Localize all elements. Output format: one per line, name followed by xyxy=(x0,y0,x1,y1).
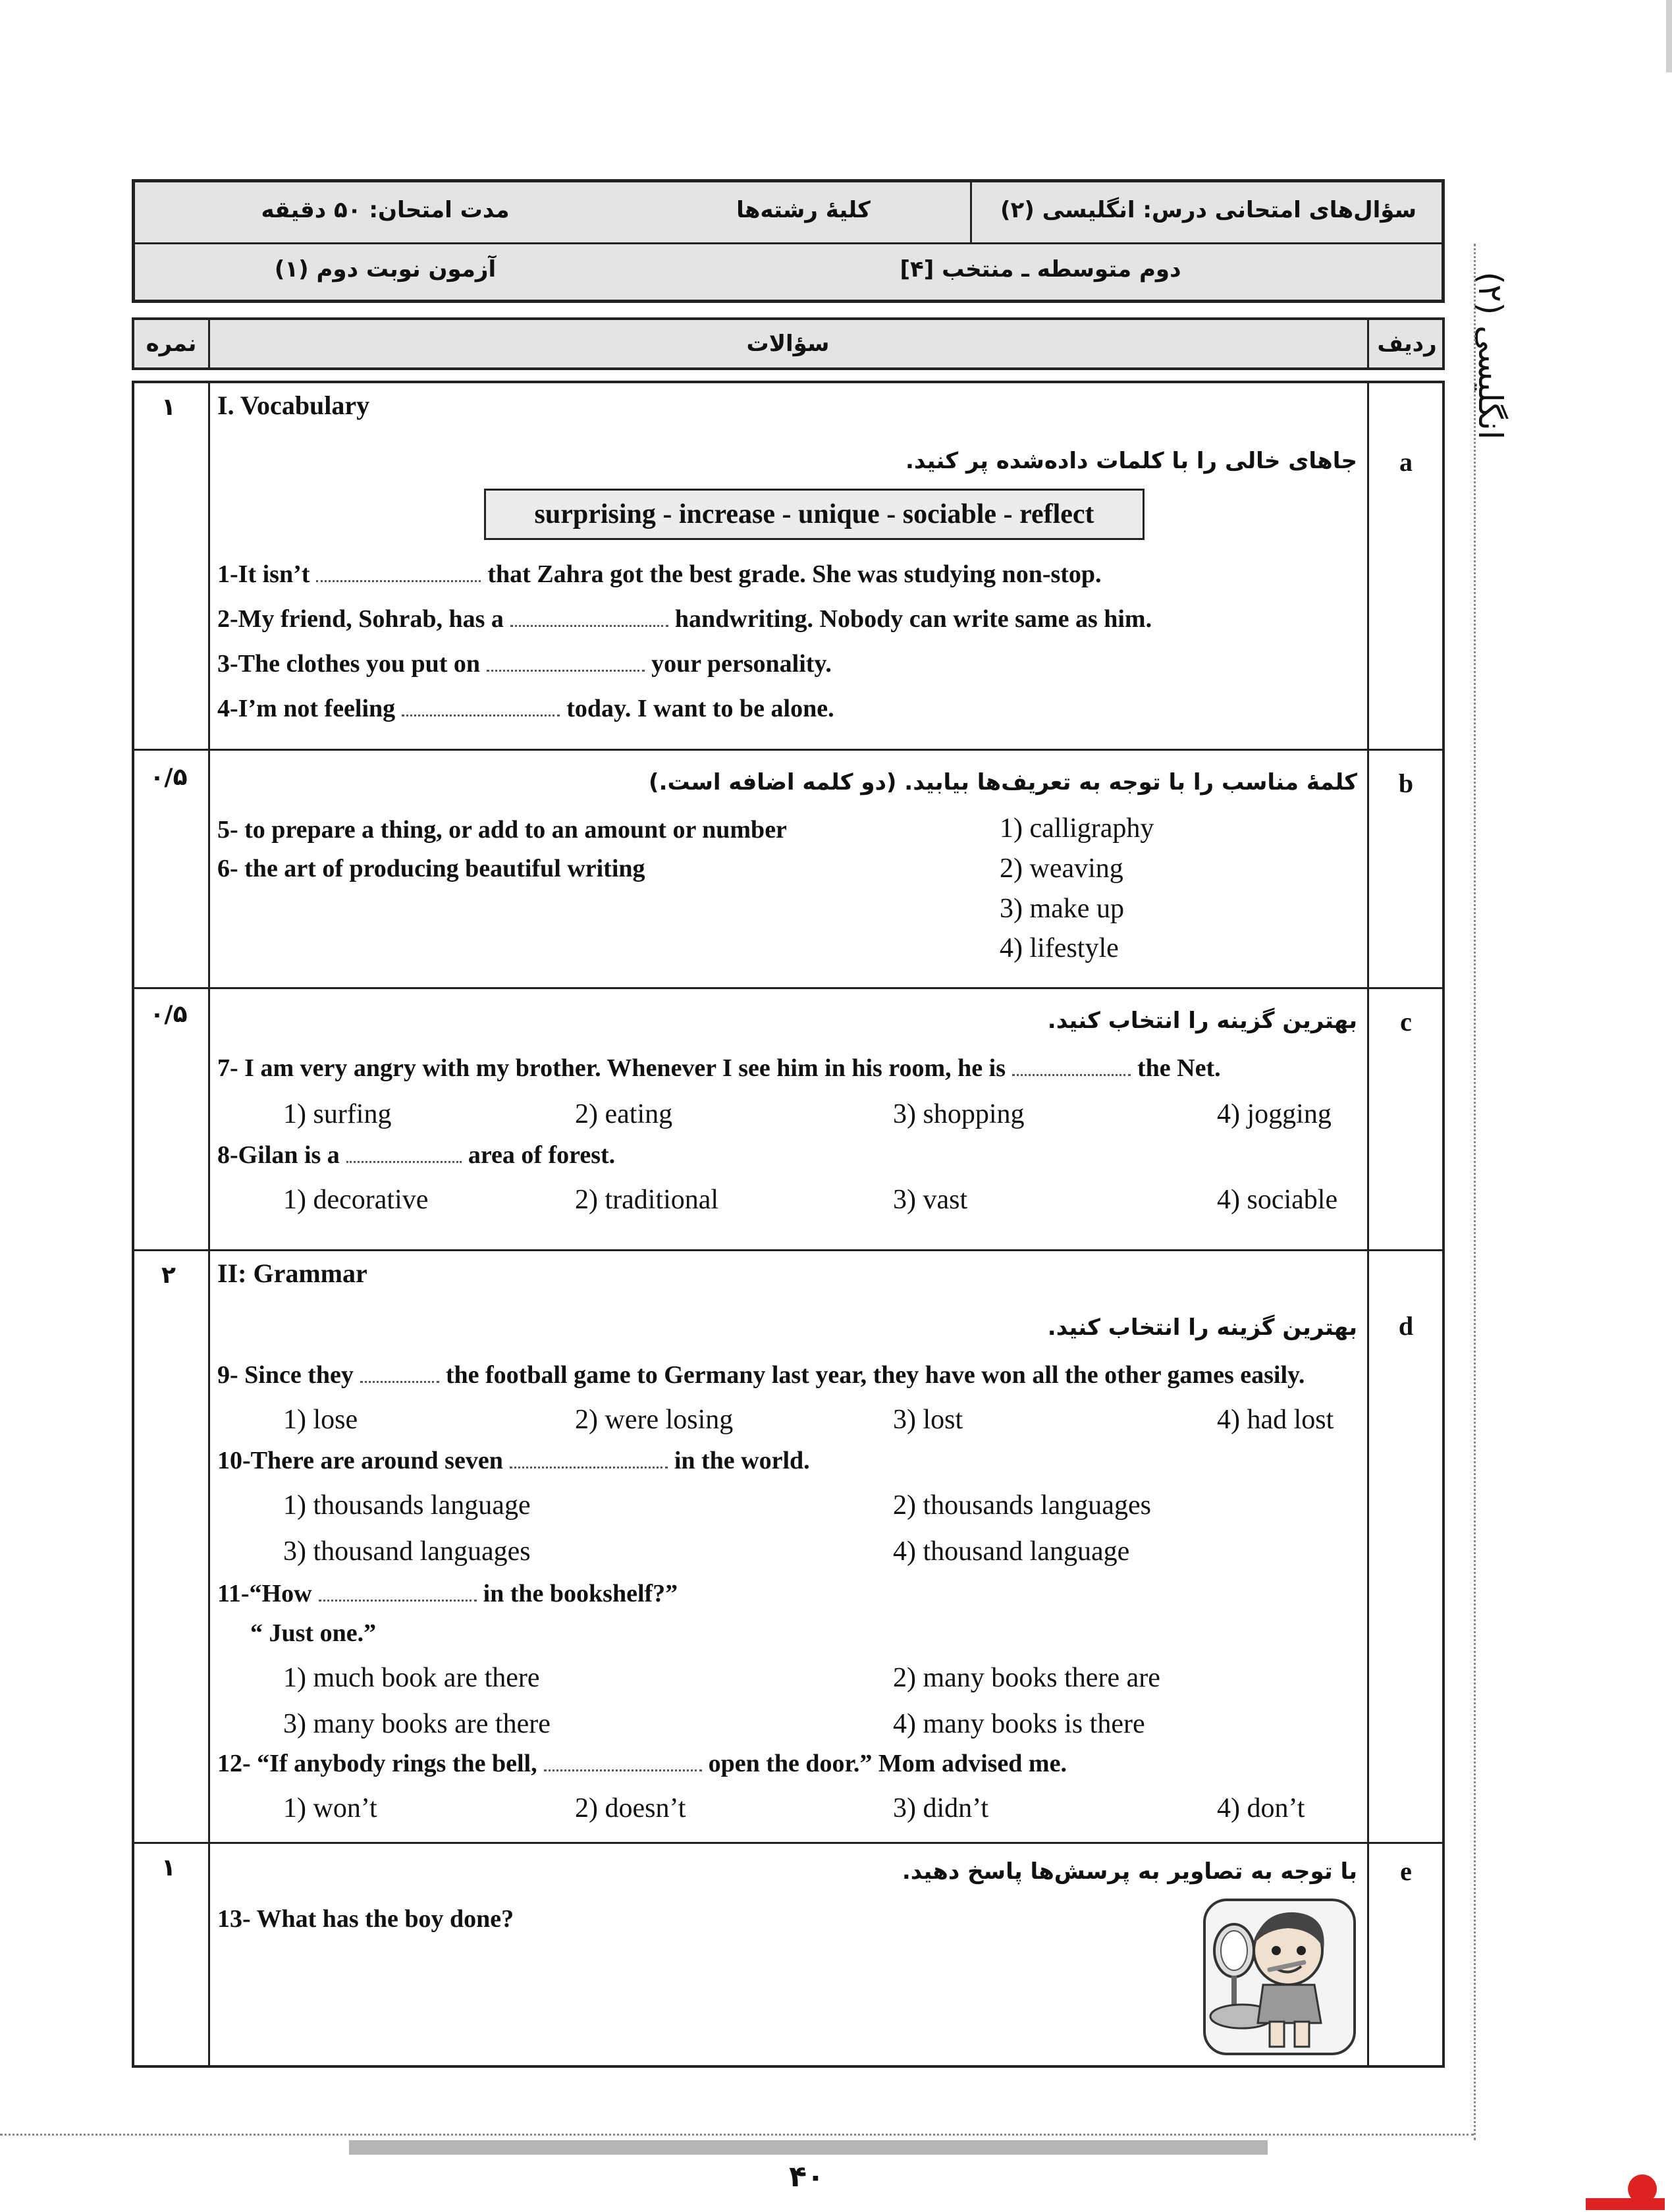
row-divider xyxy=(134,1842,1442,1844)
header-divider xyxy=(970,182,972,242)
question-5: 5- to prepare a thing, or add to an amount or number xyxy=(217,816,787,844)
course-title: سؤال‌های امتحانی درس: انگلیسی (۲) xyxy=(1000,197,1417,223)
page-number: ۴۰ xyxy=(789,2160,824,2194)
option[interactable]: 2) eating xyxy=(575,1099,673,1129)
boy-brushing-teeth-illustration xyxy=(1202,1898,1357,2056)
duration-label: مدت امتحان: ۵۰ دقیقه xyxy=(261,197,510,223)
option[interactable]: 3) many books are there xyxy=(283,1709,551,1739)
blank[interactable] xyxy=(360,1363,439,1383)
instruction-e: با توجه به تصاویر به پرسش‌ها پاسخ دهید. xyxy=(902,1858,1357,1885)
question-12: 12- “If anybody rings the bell, open the door.” Mom advised me. xyxy=(217,1750,1067,1777)
page-scrollbar[interactable] xyxy=(1666,0,1672,72)
instruction-c: بهترین گزینه را انتخاب کنید. xyxy=(1047,1008,1357,1034)
blank[interactable] xyxy=(1012,1056,1131,1076)
option[interactable]: 2) traditional xyxy=(575,1185,719,1215)
bottom-dotted-line xyxy=(0,2134,1474,2136)
question-4: 4-I’m not feeling today. I want to be alone. xyxy=(217,695,834,722)
option[interactable]: 4) had lost xyxy=(1217,1405,1334,1435)
option[interactable]: 2) were losing xyxy=(575,1405,734,1435)
option[interactable]: 4) jogging xyxy=(1217,1099,1332,1129)
option[interactable]: 4) many books is there xyxy=(893,1709,1145,1739)
column-divider xyxy=(208,383,210,2065)
score-b: ۰/۵ xyxy=(149,764,188,791)
row-letter-c: c xyxy=(1400,1007,1412,1037)
blank[interactable] xyxy=(319,1582,477,1602)
blank[interactable] xyxy=(402,697,560,716)
publisher-logo-icon xyxy=(1586,2173,1665,2210)
question-1: 1-It isn’t that Zahra got the best grade. She was studying non-stop. xyxy=(217,560,1102,588)
grade-label: دوم متوسطه ـ منتخب [۴] xyxy=(900,256,1181,283)
option[interactable]: 1) much book are there xyxy=(283,1663,540,1693)
word-bank-box: surprising - increase - unique - sociable - reflect xyxy=(484,489,1145,540)
blank[interactable] xyxy=(346,1143,462,1163)
option[interactable]: 1) surfing xyxy=(283,1099,392,1129)
column-divider xyxy=(1367,383,1369,2065)
question-11-answer: “ Just one.” xyxy=(250,1619,377,1647)
option[interactable]: 2) weaving xyxy=(1000,853,1123,884)
score-e: ۱ xyxy=(161,1854,176,1881)
option[interactable]: 1) won’t xyxy=(283,1793,377,1823)
side-dotted-line xyxy=(1474,244,1476,2140)
row-letter-b: b xyxy=(1398,769,1414,798)
blank[interactable] xyxy=(487,652,645,672)
row-letter-d: d xyxy=(1398,1311,1414,1341)
footer-bar xyxy=(349,2140,1268,2155)
option[interactable]: 1) calligraphy xyxy=(1000,813,1154,844)
question-11: 11-“How in the bookshelf?” xyxy=(217,1580,678,1607)
question-3: 3-The clothes you put on your personality. xyxy=(217,650,832,678)
row-divider xyxy=(134,987,1442,989)
blank[interactable] xyxy=(510,607,668,627)
instruction-a: جاهای خالی را با کلمات داده‌شده پر کنید. xyxy=(905,448,1357,474)
question-13: 13- What has the boy done? xyxy=(217,1905,514,1933)
column-header xyxy=(132,317,1445,370)
question-6: 6- the art of producing beautiful writing xyxy=(217,855,645,882)
option[interactable]: 3) thousand languages xyxy=(283,1536,531,1567)
option[interactable]: 2) doesn’t xyxy=(575,1793,686,1823)
option[interactable]: 4) sociable xyxy=(1217,1185,1338,1215)
instruction-b: کلمهٔ مناسب را با توجه به تعریف‌ها بیابید. (دو کلمه اضافه است.) xyxy=(649,769,1357,796)
option[interactable]: 1) decorative xyxy=(283,1185,429,1215)
question-10: 10-There are around seven in the world. xyxy=(217,1447,810,1474)
side-title xyxy=(1470,257,1509,454)
side-title-text: انگلیسی (۲) xyxy=(1471,271,1509,440)
question-8: 8-Gilan is a area of forest. xyxy=(217,1141,616,1169)
row-divider xyxy=(134,749,1442,751)
score-a: ۱ xyxy=(161,394,176,421)
option[interactable]: 1) lose xyxy=(283,1405,358,1435)
option[interactable]: 4) thousand language xyxy=(893,1536,1130,1567)
question-2: 2-My friend, Sohrab, has a handwriting. Nobody can write same as him. xyxy=(217,605,1152,633)
score-d: ۲ xyxy=(161,1262,176,1289)
score-column-label: نمره xyxy=(146,331,197,357)
blank[interactable] xyxy=(316,562,481,582)
option[interactable]: 2) thousands languages xyxy=(893,1490,1151,1521)
row-divider xyxy=(134,1249,1442,1251)
option[interactable]: 3) didn’t xyxy=(893,1793,989,1823)
option[interactable]: 4) don’t xyxy=(1217,1793,1305,1823)
section-title-grammar: II: Grammar xyxy=(217,1258,367,1288)
blank[interactable] xyxy=(510,1449,668,1469)
question-7: 7- I am very angry with my brother. Whenever I see him in his room, he is the Net. xyxy=(217,1054,1221,1082)
row-column-label: ردیف xyxy=(1377,331,1437,357)
exam-session-label: آزمون نوبت دوم (۱) xyxy=(274,256,497,283)
fields-label: کلیهٔ رشته‌ها xyxy=(736,197,871,223)
row-letter-e: e xyxy=(1400,1856,1412,1886)
option[interactable]: 2) many books there are xyxy=(893,1663,1160,1693)
header-divider xyxy=(135,242,1442,244)
question-9: 9- Since they the football game to Germany last year, they have won all the other games easily. xyxy=(217,1361,1305,1389)
questions-column-label: سؤالات xyxy=(746,331,830,357)
option[interactable]: 3) lost xyxy=(893,1405,963,1435)
blank[interactable] xyxy=(544,1752,702,1771)
option[interactable]: 3) shopping xyxy=(893,1099,1025,1129)
exam-header-table xyxy=(132,179,1445,303)
option[interactable]: 4) lifestyle xyxy=(1000,933,1119,963)
score-c: ۰/۵ xyxy=(149,1001,188,1028)
section-title-vocabulary: I. Vocabulary xyxy=(217,391,370,420)
option[interactable]: 1) thousands language xyxy=(283,1490,531,1521)
option[interactable]: 3) make up xyxy=(1000,894,1124,924)
row-letter-a: a xyxy=(1399,447,1413,477)
instruction-d: بهترین گزینه را انتخاب کنید. xyxy=(1047,1314,1357,1341)
option[interactable]: 3) vast xyxy=(893,1185,968,1215)
